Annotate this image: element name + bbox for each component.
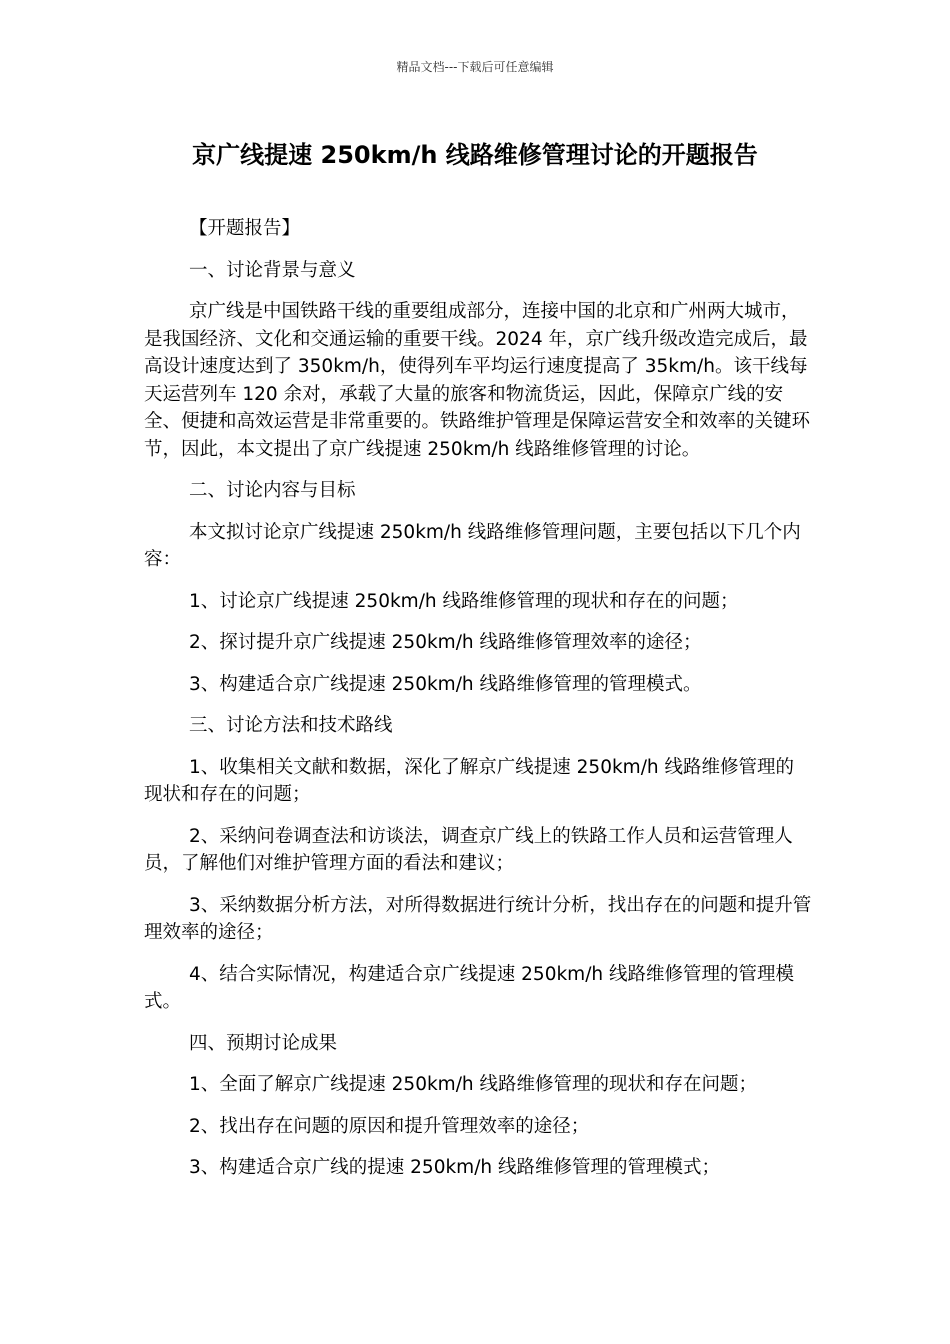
section-heading-method: 三、讨论方法和技术路线 <box>189 715 393 736</box>
section-heading-content: 二、讨论内容与目标 <box>189 480 356 501</box>
list-item-method-4: 4、结合实际情况，构建适合京广线提速 250km/h 线路维修管理的管理模式。 <box>144 963 795 1012</box>
section-heading-results: 四、预期讨论成果 <box>189 1032 338 1054</box>
list-item-method-1: 1、收集相关文献和数据，深化了解京广线提速 250km/h 线路维修管理的现状和存在的问题； <box>144 756 795 805</box>
section-heading-background: 一、讨论背景与意义 <box>189 259 356 281</box>
list-item-result-1: 1、全面了解京广线提速 250km/h 线路维修管理的现状和存在问题； <box>189 1074 758 1095</box>
paragraph-background: 京广线是中国铁路干线的重要组成部分，连接中国的北京和广州两大城市，是我国经济、文化和交通运输的重要干线。2024 年，京广线升级改造完成后，最高设计速度达到了 350km/h，使得列车平均运行速度提高了 35km/h。该干线每天运营列车 120 余对，承载了大量的旅客和物流货运，因此，保障京广线的安全、便捷和高效运营是非常重要的。铁路维护管理是保障运营安全和效率的关键环节，因此，本文提出了京广线提速 250km/h 线路维修管理的讨论。 <box>144 301 811 460</box>
section-label-report: 【开题报告】 <box>189 218 301 239</box>
list-item-method-2: 2、采纳问卷调查法和访谈法，调查京广线上的铁路工作人员和运营管理人员，了解他们对维护管理方面的看法和建议； <box>144 825 793 874</box>
header-note: 精品文档---下载后可任意编辑 <box>396 60 554 74</box>
list-item-result-2: 2、找出存在问题的原因和提升管理效率的途径； <box>189 1115 590 1137</box>
document-title: 京广线提速 250km/h 线路维修管理讨论的开题报告 <box>192 141 758 169</box>
list-item-content-2: 2、探讨提升京广线提速 250km/h 线路维修管理效率的途径； <box>189 632 702 653</box>
list-item-method-3: 3、采纳数据分析方法，对所得数据进行统计分析，找出存在的问题和提升管理效率的途径； <box>144 894 812 943</box>
document-body <box>144 215 812 1196</box>
paragraph-content-intro: 本文拟讨论京广线提速 250km/h 线路维修管理问题，主要包括以下几个内容： <box>144 521 801 570</box>
list-item-content-1: 1、讨论京广线提速 250km/h 线路维修管理的现状和存在的问题； <box>189 590 739 612</box>
list-item-result-3: 3、构建适合京广线的提速 250km/h 线路维修管理的管理模式； <box>189 1157 721 1178</box>
list-item-content-3: 3、构建适合京广线提速 250km/h 线路维修管理的管理模式。 <box>189 673 702 695</box>
